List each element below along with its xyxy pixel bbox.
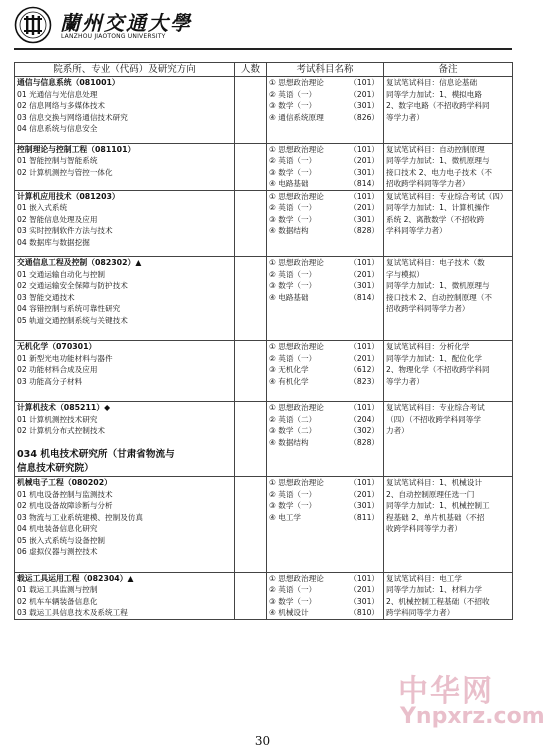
- research-direction: 04 信息系统与信息安全: [17, 124, 98, 133]
- university-name-en: LANZHOU JIAOTONG UNIVERSITY: [61, 33, 166, 40]
- subject-code: （101）: [349, 403, 379, 412]
- subject-code: （201）: [349, 585, 379, 594]
- subject-code: （204）: [349, 414, 379, 424]
- note-line: 字与模拟）: [386, 269, 424, 279]
- subjects-cell: [267, 341, 384, 402]
- exam-subject: [267, 414, 383, 426]
- table-row: [15, 257, 513, 341]
- note-line: 2、机械控制工程基础（不招收: [386, 596, 490, 606]
- note-line: 复试笔试科目：电工学: [386, 573, 462, 583]
- notes-cell: [384, 572, 513, 619]
- research-direction: 01 光通信与光信息处理: [17, 89, 98, 99]
- subjects-cell: [267, 477, 384, 573]
- subject-name: ① 思想政治理论: [269, 342, 324, 351]
- exam-subject: [267, 573, 383, 585]
- subject-code: （828）: [349, 226, 379, 235]
- note-line: 复试笔试科目：自动控制原理: [386, 144, 485, 154]
- exam-subject: [267, 596, 383, 608]
- research-direction: 06 虚拟仪器与测控技术: [17, 547, 98, 556]
- exam-subject: [267, 100, 383, 112]
- research-direction: [15, 248, 234, 256]
- subjects-cell: [267, 143, 384, 190]
- subject-code: （101）: [349, 342, 379, 351]
- note-line: 复试笔试科目：专业综合考试: [386, 403, 485, 412]
- subject-name: ③ 数学（一）: [269, 101, 317, 110]
- research-direction: 02 功能材料合成及应用: [17, 365, 98, 374]
- note-line: 等学力者）: [386, 376, 424, 386]
- exam-subject: [267, 353, 383, 365]
- notes-cell: [384, 477, 513, 573]
- notes-cell: [384, 257, 513, 341]
- header-rule: [14, 48, 512, 50]
- research-direction: 02 计算机测控与管控一体化: [17, 167, 113, 177]
- count-cell: [235, 477, 267, 573]
- subject-name: ④ 通信系统原理: [269, 112, 324, 122]
- count-cell: [235, 402, 267, 477]
- exam-subject: [267, 437, 383, 449]
- table-row: [15, 77, 513, 144]
- university-logo-icon: [14, 6, 52, 44]
- subject-code: （301）: [349, 596, 379, 606]
- note-line: 学科同等学力者）: [386, 226, 447, 235]
- exam-subject: [267, 376, 383, 388]
- note-line: 2、物理化学（不招收跨学科同: [386, 365, 490, 374]
- subject-name: ② 英语（一）: [269, 489, 317, 499]
- research-direction: 05 嵌入式系统与设备控制: [17, 535, 106, 545]
- major-title: 计算机应用技术（081203）: [17, 191, 120, 201]
- notes-cell: [384, 143, 513, 190]
- research-direction: 03 物流与工业系统建模、控制及仿真: [17, 512, 143, 522]
- page-number: 30: [254, 734, 271, 748]
- note-line: 同等学力加试：1、材料力学: [386, 585, 482, 594]
- research-direction: 03 实时控制软件方法与技术: [17, 226, 113, 235]
- exam-subject: [267, 584, 383, 596]
- subject-name: ④ 有机化学: [269, 376, 309, 386]
- page-header: [14, 6, 512, 50]
- subject-name: ② 英语（一）: [269, 353, 317, 363]
- notes-cell: [384, 190, 513, 257]
- note-line: 复试笔试科目：电子技术（数: [386, 258, 485, 267]
- subject-name: ③ 数学（一）: [269, 281, 317, 290]
- major-cell: [15, 341, 235, 402]
- table-row: [15, 341, 513, 402]
- note-line: 接口技术 2、自动控制原理（不: [386, 292, 492, 302]
- exam-subject: [267, 341, 383, 353]
- note-line: 系统 2、离散数学（不招收跨: [386, 214, 485, 224]
- subject-name: ④ 电工学: [269, 512, 302, 522]
- exam-subject: [267, 191, 383, 203]
- subject-name: ② 英语（一）: [269, 156, 317, 165]
- major-title: 交通信息工程及控制（082302）▲: [17, 258, 142, 267]
- subject-name: ③ 无机化学: [269, 365, 309, 374]
- research-direction: 01 智能控制与智能系统: [17, 156, 98, 165]
- note-line: 2、数字电路（不招收跨学科同: [386, 101, 490, 110]
- table-row: [15, 477, 513, 573]
- research-direction: [15, 437, 234, 449]
- subject-code: （810）: [349, 608, 379, 617]
- subject-code: （101）: [349, 258, 379, 267]
- watermark-text: 中华网: [398, 674, 494, 709]
- research-direction: 03 智能交通技术: [17, 292, 75, 302]
- subject-code: （811）: [349, 512, 379, 522]
- major-cell: [15, 143, 235, 190]
- note-line: 复试笔试科目：1、机械设计: [386, 478, 482, 487]
- subject-name: ② 英语（一）: [269, 585, 317, 594]
- research-direction: 01 嵌入式系统: [17, 203, 68, 212]
- major-cell: [15, 477, 235, 573]
- institute-title: 034 机电技术研究所（甘肃省物流与: [17, 449, 175, 460]
- major-title: 计算机技术（085211）◆: [17, 403, 111, 412]
- note-line: 招收跨学科同等学力者）: [386, 304, 470, 313]
- subjects-cell: [267, 402, 384, 477]
- research-direction: 04 机电装备信息化研究: [17, 524, 98, 533]
- subject-name: ③ 数学（一）: [269, 501, 317, 510]
- research-direction: 02 机电设备故障诊断与分析: [17, 501, 113, 510]
- research-direction: 01 新型光电功能材料与器件: [17, 353, 113, 363]
- subject-name: ④ 数据结构: [269, 226, 309, 235]
- note-line: 同等学力加试：1、配位化学: [386, 353, 482, 363]
- col-header-notes: 备注: [384, 63, 513, 77]
- exam-subject: [267, 214, 383, 226]
- subject-name: ④ 电路基础: [269, 292, 309, 302]
- subject-code: （101）: [349, 144, 379, 154]
- note-line: 同等学力加试：1、机械控制工: [386, 501, 490, 510]
- exam-subject: [267, 425, 383, 437]
- subject-code: （101）: [349, 478, 379, 487]
- note-line: （四）（不招收跨学科同等学: [386, 414, 481, 424]
- exam-subject: [267, 500, 383, 512]
- subject-name: ③ 数学（一）: [269, 214, 317, 224]
- subject-code: （201）: [349, 89, 379, 99]
- note-line: 同等学力加试：1、模拟电路: [386, 89, 482, 99]
- subjects-cell: [267, 257, 384, 341]
- research-direction: 01 机电设备控制与监测技术: [17, 489, 113, 499]
- major-title: 控制理论与控制工程（081101）: [17, 144, 136, 154]
- research-direction: 04 数据库与数据挖掘: [17, 237, 90, 247]
- major-cell: [15, 572, 235, 619]
- subjects-cell: [267, 77, 384, 144]
- exam-subject: [267, 477, 383, 489]
- research-direction: 02 交通运输安全保障与防护技术: [17, 281, 128, 290]
- major-cell: [15, 402, 235, 477]
- research-direction: [15, 135, 234, 143]
- notes-cell: [384, 402, 513, 477]
- col-header-subjects: 考试科目名称: [267, 63, 384, 77]
- exam-subject: [267, 167, 383, 179]
- exam-subject: [267, 364, 383, 376]
- subject-code: （814）: [349, 179, 379, 188]
- note-line: 收跨学科同等学力者）: [386, 524, 462, 533]
- exam-subject: [267, 607, 383, 619]
- subject-code: （201）: [349, 203, 379, 212]
- subject-name: ① 思想政治理论: [269, 258, 324, 267]
- subject-code: （301）: [349, 101, 379, 110]
- subject-code: （201）: [349, 489, 379, 499]
- research-direction: 01 交通运输自动化与控制: [17, 269, 106, 279]
- research-direction: [15, 326, 234, 340]
- exam-subject: [267, 512, 383, 524]
- count-cell: [235, 341, 267, 402]
- note-line: 同等学力加试：1、微机原理与: [386, 156, 490, 165]
- enrollment-table: [14, 62, 513, 620]
- note-line: 复试笔试科目：信息论基础: [386, 78, 478, 87]
- subject-name: ① 思想政治理论: [269, 478, 324, 487]
- note-line: 招收跨学科同等学力者）: [386, 179, 470, 188]
- col-header-major: 院系所、专业（代码）及研究方向: [15, 63, 235, 77]
- subject-name: ① 思想政治理论: [269, 78, 324, 87]
- major-title: 无机化学（070301）: [17, 342, 97, 351]
- research-direction: 03 载运工具信息技术及系统工程: [17, 608, 128, 617]
- major-title: 通信与信息系统（081001）: [17, 78, 120, 87]
- note-line: 同等学力加试：1、微机原理与: [386, 281, 490, 290]
- subject-name: ③ 数学（一）: [269, 167, 317, 177]
- research-direction: 03 功能高分子材料: [17, 376, 83, 386]
- major-cell: [15, 190, 235, 257]
- subject-code: （301）: [349, 501, 379, 510]
- major-cell: [15, 77, 235, 144]
- exam-subject: [267, 202, 383, 214]
- exam-subject: [267, 155, 383, 167]
- subject-code: （302）: [349, 426, 379, 435]
- research-direction: [15, 387, 234, 401]
- exam-subject: [267, 225, 383, 237]
- research-direction: 01 载运工具监测与控制: [17, 585, 98, 594]
- exam-subject: [267, 77, 383, 89]
- major-title: 载运工具运用工程（082304）▲: [17, 573, 134, 583]
- table-row: [15, 143, 513, 190]
- note-line: 2、自动控制原理任选一门: [386, 489, 475, 499]
- subjects-cell: [267, 572, 384, 619]
- subject-code: （201）: [349, 156, 379, 165]
- subject-name: ④ 机械设计: [269, 608, 309, 617]
- subject-code: （101）: [349, 191, 379, 201]
- note-line: 力者）: [386, 426, 409, 435]
- subjects-cell: [267, 190, 384, 257]
- research-direction: 04 容错控制与系统可靠性研究: [17, 304, 121, 313]
- subject-name: ② 英语（二）: [269, 414, 317, 424]
- exam-subject: [267, 402, 383, 414]
- note-line: 等学力者）: [386, 112, 424, 122]
- major-cell: [15, 257, 235, 341]
- col-header-count: 人数: [235, 63, 267, 77]
- exam-subject: [267, 489, 383, 501]
- university-name: 蘭州交通大學: [60, 11, 192, 35]
- note-line: 复试笔试科目：专业综合考试（四）: [386, 191, 508, 201]
- watermark-url: Ynpxrz.com: [400, 704, 545, 729]
- exam-subject: [267, 144, 383, 156]
- exam-subject: [267, 89, 383, 101]
- exam-subject: [267, 269, 383, 281]
- table-header-row: [15, 63, 513, 77]
- subject-name: ② 英语（一）: [269, 203, 317, 212]
- subject-code: （301）: [349, 214, 379, 224]
- subject-code: （828）: [349, 437, 379, 447]
- subject-code: （301）: [349, 167, 379, 177]
- subject-code: （201）: [349, 353, 379, 363]
- research-direction: 02 信息网络与多媒体技术: [17, 101, 106, 110]
- research-direction: 02 智能信息处理及应用: [17, 214, 98, 224]
- subject-code: （201）: [349, 269, 379, 279]
- subject-code: （101）: [349, 78, 379, 87]
- subject-name: ③ 数学（一）: [269, 596, 317, 606]
- table-row: [15, 190, 513, 257]
- exam-subject: [267, 112, 383, 124]
- notes-cell: [384, 341, 513, 402]
- table-row: [15, 402, 513, 477]
- count-cell: [235, 257, 267, 341]
- subject-name: ① 思想政治理论: [269, 403, 324, 412]
- subject-code: （826）: [349, 112, 379, 122]
- note-line: 同等学力加试：1、计算机操作: [386, 203, 490, 212]
- note-line: 程基础 2、单片机基础（不招: [386, 512, 485, 522]
- subject-code: （823）: [349, 376, 379, 386]
- subject-name: ① 思想政治理论: [269, 144, 324, 154]
- subject-code: （101）: [349, 573, 379, 583]
- research-direction: 03 信息交换与网络通信技术研究: [17, 112, 128, 122]
- table-row: [15, 572, 513, 619]
- subject-name: ② 英语（一）: [269, 89, 317, 99]
- exam-subject: [267, 292, 383, 304]
- count-cell: [235, 143, 267, 190]
- research-direction: 02 计算机分布式控制技术: [17, 426, 106, 435]
- exam-subject: [267, 257, 383, 269]
- count-cell: [235, 572, 267, 619]
- institute-title: 信息技术研究院）: [17, 463, 94, 474]
- note-line: 接口技术 2、电力电子技术（不: [386, 167, 492, 177]
- subject-name: ② 英语（一）: [269, 269, 317, 279]
- major-title: 机械电子工程（080202）: [17, 478, 112, 487]
- research-direction: 01 计算机测控技术研究: [17, 414, 98, 424]
- subject-name: ① 思想政治理论: [269, 191, 324, 201]
- exam-subject: [267, 280, 383, 292]
- research-direction: 05 轨道交通控制系统与关键技术: [17, 315, 128, 325]
- subject-code: （301）: [349, 281, 379, 290]
- count-cell: [235, 190, 267, 257]
- count-cell: [235, 77, 267, 144]
- exam-subject: [267, 178, 383, 190]
- research-direction: [15, 178, 234, 190]
- subject-code: （612）: [349, 365, 379, 374]
- subject-name: ④ 数据结构: [269, 437, 309, 447]
- research-direction: [15, 558, 234, 572]
- note-line: 复试笔试科目：分析化学: [386, 342, 470, 351]
- subject-name: ① 思想政治理论: [269, 573, 324, 583]
- subject-name: ④ 电路基础: [269, 179, 309, 188]
- notes-cell: [384, 77, 513, 144]
- subject-name: ③ 数学（二）: [269, 426, 317, 435]
- note-line: 跨学科同等学力者）: [386, 608, 455, 617]
- research-direction: 02 机车车辆装备信息化: [17, 596, 98, 606]
- subject-code: （814）: [349, 292, 379, 302]
